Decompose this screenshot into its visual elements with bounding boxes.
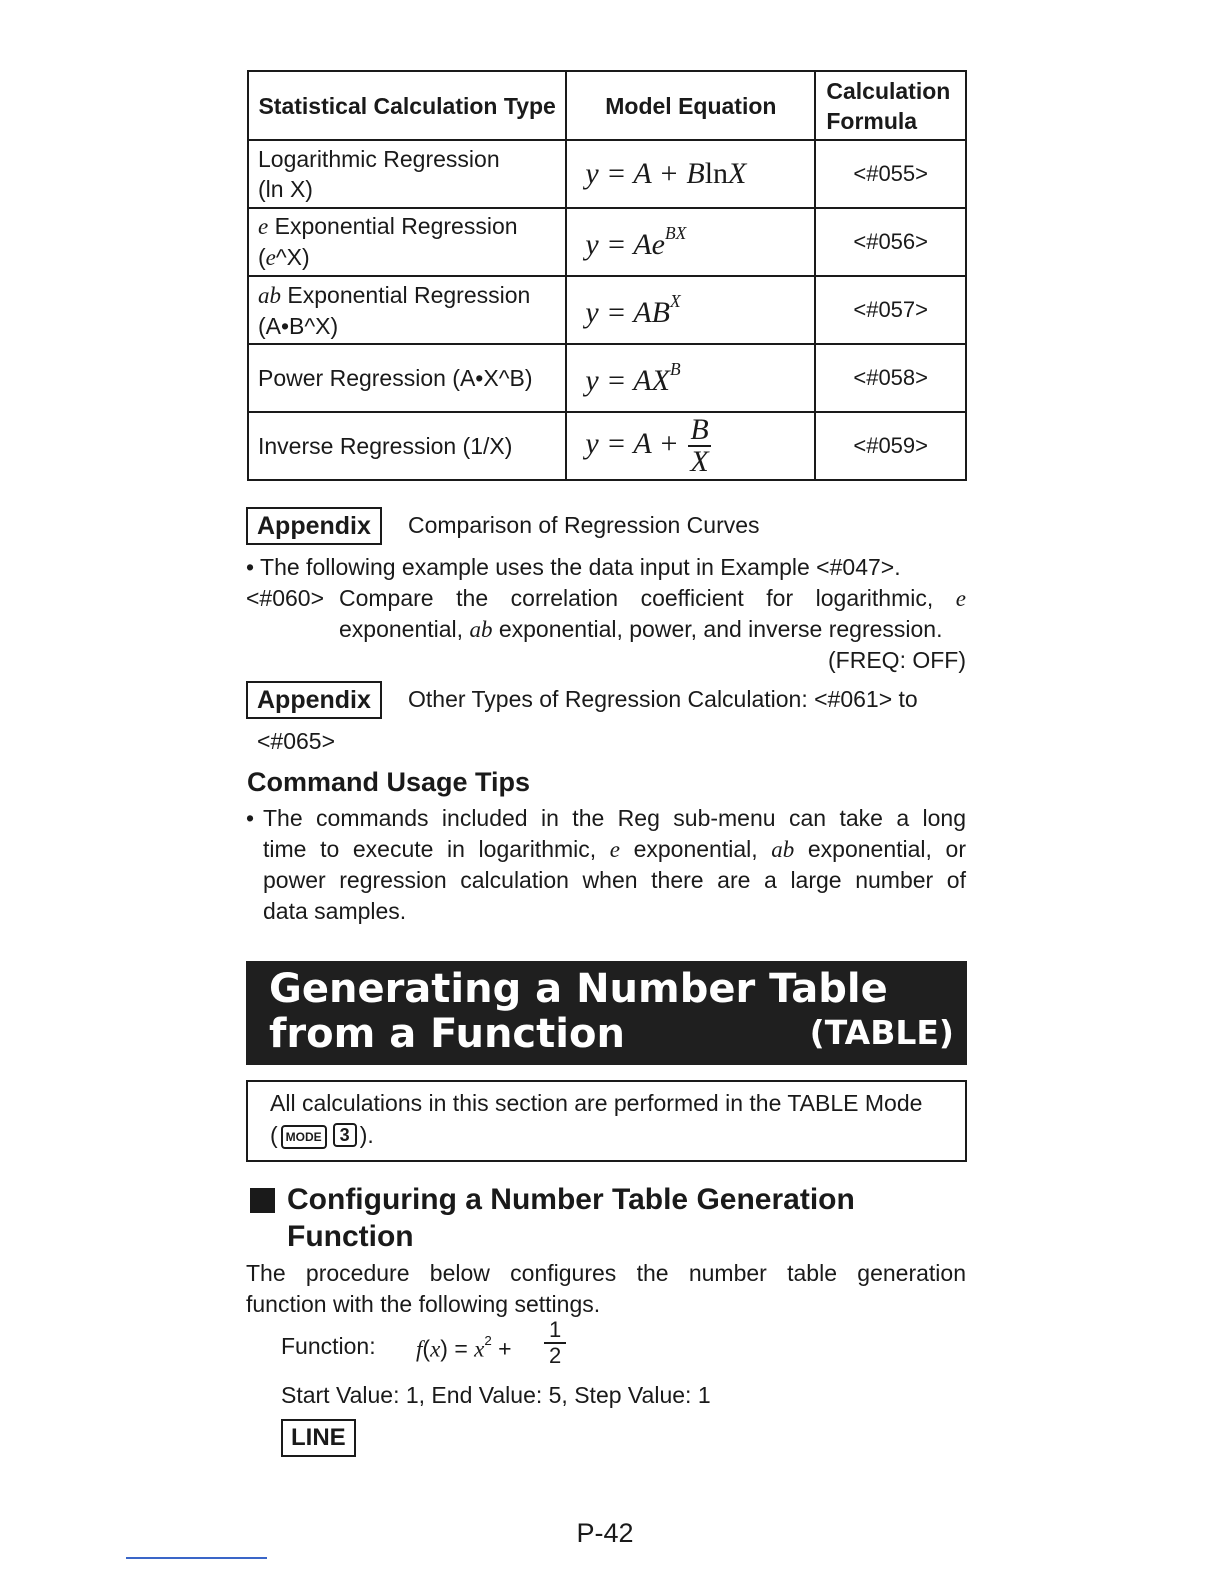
config-heading-line2: Function [287, 1220, 414, 1253]
appendix-text-cont: <#065> [257, 728, 336, 754]
type-cell [248, 208, 566, 276]
type-cell [248, 344, 566, 412]
table-row [248, 344, 966, 412]
square-bullet-icon [250, 1188, 275, 1213]
example-id: <#060> [246, 585, 325, 611]
type-line: Logarithmic Regression [258, 146, 500, 172]
appendix-title: Comparison of Regression Curves [408, 512, 760, 538]
header-type: Statistical Calculation Type [248, 71, 566, 140]
type-line: e Exponential Regression [258, 213, 518, 239]
example-text-line2: exponential, ab exponential, power, and inverse regression. [339, 616, 943, 642]
formula-ref: <#057> [815, 276, 966, 344]
section-title-line2: from a Function [269, 1011, 625, 1057]
equation-exp: $y = Ae^{BX}$ [566, 208, 815, 276]
type-line: (e^X) [258, 244, 310, 270]
table-header-row [248, 71, 966, 140]
freq-setting: (FREQ: OFF) [828, 647, 966, 673]
table-row [248, 412, 966, 480]
formula-ref: <#058> [815, 344, 966, 412]
tips-line: time to execute in logarithmic, e exponential, ab exponential, or [263, 836, 966, 862]
bullet-dot: • [246, 805, 255, 831]
table-row [248, 140, 966, 208]
section-title-line1: Generating a Number Table [269, 966, 888, 1012]
appendix-badge: Appendix [246, 681, 382, 719]
section-mode-tag: (TABLE) [809, 1013, 954, 1052]
table-row [248, 208, 966, 276]
type-line: Power Regression (A•X^B) [258, 365, 533, 391]
equation-log: y = A + BlnX [566, 140, 815, 208]
key-3-icon: 3 [333, 1123, 357, 1147]
footer-rule [126, 1557, 267, 1559]
page-number: P-42 [576, 1518, 634, 1548]
appendix-bullet: • The following example uses the data input in Example <#047>. [246, 554, 901, 580]
config-intro-line2: function with the following settings. [246, 1291, 601, 1317]
header-equation: Model Equation [566, 71, 815, 140]
type-line: ab Exponential Regression [258, 281, 531, 308]
function-label: Function: [281, 1333, 376, 1359]
type-line: Inverse Regression (1/X) [258, 433, 513, 459]
tips-line: power regression calculation when there are a large number of [263, 867, 966, 893]
appendix-badge: Appendix [246, 507, 382, 545]
tips-line: data samples. [263, 898, 407, 924]
regression-table [247, 70, 967, 481]
range-settings: Start Value: 1, End Value: 5, Step Value: 1 [281, 1382, 711, 1408]
tips-heading: Command Usage Tips [247, 767, 531, 797]
header-formula: Calculation Formula [815, 71, 966, 140]
table-row [248, 276, 966, 344]
formula-ref: <#059> [815, 412, 966, 480]
type-line: (ln X) [258, 176, 313, 202]
mode-note-keys: ( MODE 3 ). [270, 1122, 374, 1148]
fraction: $\frac{B}{X}$ [690, 413, 709, 478]
type-cell [248, 276, 566, 344]
mode-note-text: All calculations in this section are performed in the TABLE Mode [270, 1090, 923, 1116]
equation-ab-exp: $y = AB^X$ [566, 276, 815, 344]
type-line: (A•B^X) [258, 312, 339, 339]
example-text-line1: Compare the correlation coefficient for logarithmic, e [339, 585, 966, 611]
line-mode-badge: LINE [281, 1419, 356, 1457]
formula-ref: <#056> [815, 208, 966, 276]
mode-note-box [246, 1080, 967, 1162]
appendix-text: Other Types of Regression Calculation: <#061> to [408, 686, 918, 712]
equation-inverse: y = A + $\frac{B}{X}$ [566, 412, 815, 480]
type-cell [248, 412, 566, 480]
config-intro-line1: The procedure below configures the number table generation [246, 1260, 966, 1286]
formula-ref: <#055> [815, 140, 966, 208]
function-expression: $f(x) = x^2$ + [416, 1333, 512, 1362]
function-fraction: 1 2 [544, 1318, 566, 1368]
equation-power: $y = AX^B$ [566, 344, 815, 412]
mode-key-icon: MODE [281, 1125, 327, 1149]
config-heading-line1: Configuring a Number Table Generation [287, 1183, 855, 1216]
tips-line: The commands included in the Reg sub-menu can take a long [263, 805, 966, 831]
section-banner [246, 961, 967, 1065]
type-cell [248, 140, 566, 208]
